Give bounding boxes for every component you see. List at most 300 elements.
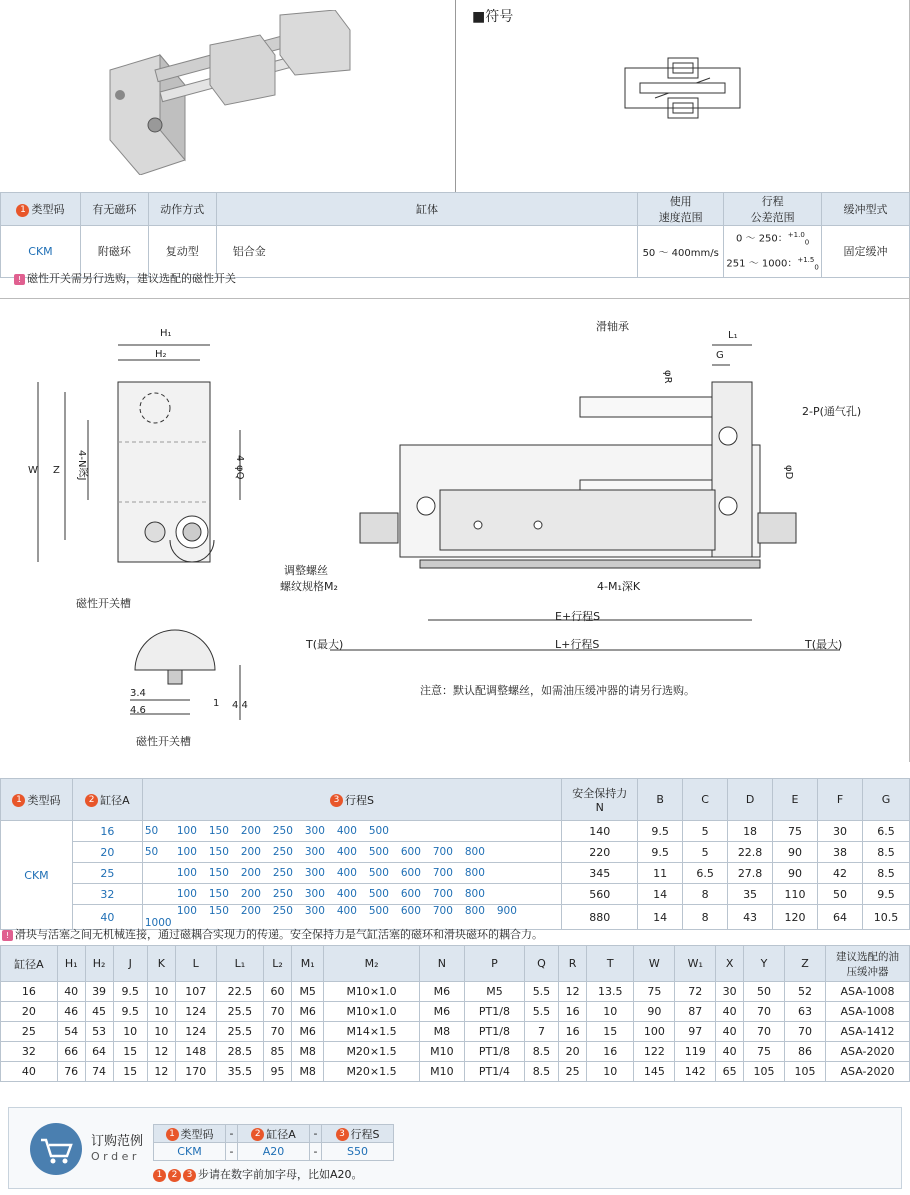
cell: 75 — [744, 1042, 785, 1062]
header-cell: X — [716, 946, 744, 982]
cell: M8 — [419, 1022, 465, 1042]
cell: 70 — [264, 1002, 292, 1022]
cell: 50 — [744, 982, 785, 1002]
cell: 14 — [638, 905, 683, 930]
cell: 27.8 — [728, 863, 773, 884]
stroke-table — [0, 778, 910, 930]
cell: 16 — [559, 1022, 587, 1042]
dim-z: Z — [53, 465, 60, 476]
cell: 170 — [175, 1062, 216, 1082]
stroke-value: 250 — [272, 888, 293, 900]
cell: 8 — [683, 905, 728, 930]
stroke-value: 600 — [400, 846, 421, 858]
cell: M5 — [465, 982, 525, 1002]
cell-bore: 25 — [72, 863, 142, 884]
cell-bore: 20 — [72, 842, 142, 863]
cell: 74 — [85, 1062, 113, 1082]
cell: 105 — [744, 1062, 785, 1082]
header-cell: 安全保持力 N — [562, 779, 638, 821]
cell: 9.5 — [113, 1002, 147, 1022]
stroke-value: 150 — [208, 905, 229, 917]
stroke-value: 700 — [432, 846, 453, 858]
cell: 70 — [744, 1022, 785, 1042]
cell: ASA-2020 — [826, 1042, 910, 1062]
stroke-value: 500 — [368, 867, 389, 879]
stroke-value: 50 — [144, 846, 159, 858]
header-cell: F — [818, 779, 863, 821]
header-cell: 行程 公差范围 — [724, 193, 822, 226]
cell-bore: 16 — [72, 821, 142, 842]
cell: M20×1.5 — [324, 1042, 419, 1062]
cell: ASA-1412 — [826, 1022, 910, 1042]
dim-l1: L₁ — [728, 330, 738, 341]
cell: 119 — [675, 1042, 716, 1062]
divider — [455, 0, 456, 192]
spec-table — [0, 192, 910, 278]
cell: 220 — [562, 842, 638, 863]
stroke-value: 800 — [464, 846, 485, 858]
stroke-value: 1000 — [144, 917, 172, 929]
cell-bore: 32 — [72, 884, 142, 905]
cell-bore: 40 — [72, 905, 142, 930]
stroke-value: 900 — [496, 905, 517, 917]
stroke-value: 700 — [432, 905, 453, 917]
cell: M14×1.5 — [324, 1022, 419, 1042]
cell: 100 — [634, 1022, 675, 1042]
header-cell: 1 类型码 — [1, 779, 73, 821]
stroke-value: 200 — [240, 867, 261, 879]
cell: PT1/4 — [465, 1062, 525, 1082]
cell: 20 — [559, 1042, 587, 1062]
cell-tolerance: 0 ～ 250：$^{+1.0}_0$ 251 ～ 1000：$^{+1.5}_0$ — [724, 226, 822, 278]
cell: 70 — [264, 1022, 292, 1042]
dim-d: φD — [783, 465, 794, 480]
stroke-value: 500 — [368, 846, 389, 858]
header-cell: H₁ — [57, 946, 85, 982]
cell: 140 — [562, 821, 638, 842]
header-cell: J — [113, 946, 147, 982]
table-row — [1, 821, 910, 842]
cell: 38 — [818, 842, 863, 863]
dim-h1: H₁ — [160, 328, 172, 339]
cell: 32 — [1, 1042, 58, 1062]
cell: M10×1.0 — [324, 982, 419, 1002]
cell: M10 — [419, 1042, 465, 1062]
cell: 25.5 — [216, 1002, 263, 1022]
cell: M6 — [419, 982, 465, 1002]
header-cell: B — [638, 779, 683, 821]
cell: 5 — [683, 842, 728, 863]
stroke-value: 400 — [336, 888, 357, 900]
cell: 105 — [784, 1062, 825, 1082]
cell: PT1/8 — [465, 1022, 525, 1042]
cell: 110 — [773, 884, 818, 905]
header-cell: 动作方式 — [148, 193, 216, 226]
stroke-value: 150 — [208, 846, 229, 858]
order-sub: O r d e r — [91, 1150, 137, 1163]
cell: PT1/8 — [465, 1042, 525, 1062]
header-cell: 有无磁环 — [80, 193, 148, 226]
dim-es: E+行程S — [555, 610, 601, 623]
cell: 16 — [559, 1002, 587, 1022]
cell: 64 — [85, 1042, 113, 1062]
order-h: 3 行程S — [322, 1125, 394, 1143]
stroke-value: 100 — [176, 888, 197, 900]
header-cell: D — [728, 779, 773, 821]
cell: 120 — [773, 905, 818, 930]
stroke-value: 600 — [400, 867, 421, 879]
cell: 87 — [675, 1002, 716, 1022]
pneumatic-symbol — [620, 55, 745, 125]
stroke-value: 800 — [464, 867, 485, 879]
cell: 复动型 — [148, 226, 216, 278]
table-row — [1, 863, 910, 884]
cell: 30 — [716, 982, 744, 1002]
cell: 18 — [728, 821, 773, 842]
cell: 9.5 — [113, 982, 147, 1002]
table-row — [1, 842, 910, 863]
cell: M6 — [291, 1022, 324, 1042]
cell: 10 — [587, 1002, 634, 1022]
cell: 54 — [57, 1022, 85, 1042]
header-cell: 使用 速度范围 — [638, 193, 724, 226]
stroke-value: 300 — [304, 905, 325, 917]
stroke-value: 400 — [336, 825, 357, 837]
header-cell: M₂ — [324, 946, 419, 982]
cell: 39 — [85, 982, 113, 1002]
stroke-value: 250 — [272, 846, 293, 858]
cell: 43 — [728, 905, 773, 930]
header-cell: N — [419, 946, 465, 982]
side-view-drawing — [20, 320, 280, 750]
order-example — [8, 1107, 902, 1189]
stroke-value: 150 — [208, 825, 229, 837]
label-bearing: 滑轴承 — [596, 320, 629, 333]
stroke-value: 200 — [240, 825, 261, 837]
stroke-value: 300 — [304, 846, 325, 858]
cell: 52 — [784, 982, 825, 1002]
note-2: ! 滑块与活塞之间无机械连接，通过磁耦合实现力的传递。安全保持力是气缸活塞的磁环和滑块磁环的耦合力。 — [2, 926, 543, 942]
cell: 11 — [638, 863, 683, 884]
cell: 46 — [57, 1002, 85, 1022]
header-cell: K — [147, 946, 175, 982]
header-cell: 2 缸径A — [72, 779, 142, 821]
cell: 5.5 — [524, 982, 558, 1002]
stroke-value: 500 — [368, 905, 389, 917]
cell-type: CKM — [1, 821, 73, 930]
dim-g: G — [716, 350, 724, 361]
stroke-value: 600 — [400, 905, 421, 917]
stroke-value: 250 — [272, 825, 293, 837]
note-1: ! 磁性开关需另行选购，建议选配的磁性开关 — [14, 270, 236, 286]
cell: 64 — [818, 905, 863, 930]
dim-1: 1 — [213, 698, 220, 709]
order-note: 1 2 3 步请在数字前加字母，比如A20。 — [153, 1166, 363, 1182]
header-cell: M₁ — [291, 946, 324, 982]
cell: 345 — [562, 863, 638, 884]
cell: 25.5 — [216, 1022, 263, 1042]
stroke-value: 200 — [240, 905, 261, 917]
cell: 8.5 — [524, 1042, 558, 1062]
cell: 25 — [1, 1022, 58, 1042]
cell: 8 — [683, 884, 728, 905]
stroke-value: 300 — [304, 888, 325, 900]
header-cell: C — [683, 779, 728, 821]
stroke-value: 200 — [240, 888, 261, 900]
stroke-value: 100 — [176, 846, 197, 858]
dim-t-right: T(最大) — [805, 638, 843, 651]
stroke-value: 300 — [304, 825, 325, 837]
cell: M10 — [419, 1062, 465, 1082]
cell: 75 — [773, 821, 818, 842]
cell: 40 — [716, 1002, 744, 1022]
cell: 附磁环 — [80, 226, 148, 278]
dim-3-4: 3.4 — [130, 688, 146, 699]
header-cell: Y — [744, 946, 785, 982]
cell-strokes — [142, 821, 561, 842]
order-h: 1 类型码 — [154, 1125, 226, 1143]
stroke-value: 100 — [176, 905, 197, 917]
header-cell: 3 行程S — [142, 779, 561, 821]
cell: 53 — [85, 1022, 113, 1042]
cell: 10 — [587, 1062, 634, 1082]
cell: 40 — [716, 1022, 744, 1042]
stroke-value: 800 — [464, 888, 485, 900]
cell: ASA-1008 — [826, 982, 910, 1002]
cell: 65 — [716, 1062, 744, 1082]
cell: 50 ～ 400mm/s — [638, 226, 724, 278]
cell: 30 — [818, 821, 863, 842]
stroke-value: 600 — [400, 888, 421, 900]
cell: 95 — [264, 1062, 292, 1082]
table-row — [1, 1002, 910, 1022]
stroke-value: 200 — [240, 846, 261, 858]
stroke-value: 250 — [272, 867, 293, 879]
cell: M20×1.5 — [324, 1062, 419, 1082]
cell: 15 — [113, 1042, 147, 1062]
cell: 75 — [634, 982, 675, 1002]
cell: 90 — [634, 1002, 675, 1022]
cell-strokes — [142, 863, 561, 884]
header-cell: E — [773, 779, 818, 821]
stroke-value: 400 — [336, 867, 357, 879]
cell-strokes — [142, 884, 561, 905]
stroke-value: 250 — [272, 905, 293, 917]
cell: 148 — [175, 1042, 216, 1062]
order-h: - — [226, 1125, 238, 1143]
table-row — [1, 1062, 910, 1082]
header-cell: 缓冲型式 — [822, 193, 910, 226]
cell: 10.5 — [862, 905, 909, 930]
order-v: S50 — [322, 1143, 394, 1161]
label-screw: 调整螺丝 — [284, 564, 328, 577]
dim-t-left: T(最大) — [306, 638, 344, 651]
cell: 142 — [675, 1062, 716, 1082]
header-cell: Z — [784, 946, 825, 982]
cell: 6.5 — [862, 821, 909, 842]
cell: 76 — [57, 1062, 85, 1082]
cell: 85 — [264, 1042, 292, 1062]
divider — [0, 298, 910, 299]
cell: 16 — [1, 982, 58, 1002]
cell: 880 — [562, 905, 638, 930]
cell: 8.5 — [862, 842, 909, 863]
cell: 8.5 — [524, 1062, 558, 1082]
dim-ls: L+行程S — [555, 638, 600, 651]
cell: 560 — [562, 884, 638, 905]
cell: 124 — [175, 1002, 216, 1022]
label-slot-2: 磁性开关槽 — [136, 735, 191, 748]
dim-q: 4-φQ — [234, 455, 245, 480]
table-row — [1, 884, 910, 905]
cell: 10 — [147, 1002, 175, 1022]
stroke-value: 150 — [208, 867, 229, 879]
cell: 35.5 — [216, 1062, 263, 1082]
dim-w: W — [28, 465, 38, 476]
dim-r: φR — [662, 370, 673, 384]
cell: 10 — [113, 1022, 147, 1042]
stroke-value: 100 — [176, 867, 197, 879]
header-cell: 缸体 — [216, 193, 637, 226]
cell: 12 — [147, 1062, 175, 1082]
cell: 28.5 — [216, 1042, 263, 1062]
cell: 8.5 — [862, 863, 909, 884]
cell: 9.5 — [638, 842, 683, 863]
cell: 9.5 — [638, 821, 683, 842]
order-table — [153, 1124, 394, 1161]
stroke-value: 50 — [144, 825, 159, 837]
cell: ASA-1008 — [826, 1002, 910, 1022]
label-mk: 4-M₁深K — [597, 580, 641, 593]
cell: 40 — [1, 1062, 58, 1082]
stroke-value: 800 — [464, 905, 485, 917]
dim-4-6: 4.6 — [130, 705, 146, 716]
stroke-value: 300 — [304, 867, 325, 879]
cell: 145 — [634, 1062, 675, 1082]
cell: 90 — [773, 842, 818, 863]
order-v: A20 — [238, 1143, 310, 1161]
header-cell: 1 类型码 — [1, 193, 81, 226]
cell: 5.5 — [524, 1002, 558, 1022]
stroke-value: 700 — [432, 867, 453, 879]
order-v: - — [226, 1143, 238, 1161]
cell: 42 — [818, 863, 863, 884]
cell: 7 — [524, 1022, 558, 1042]
cell: 72 — [675, 982, 716, 1002]
cell: 40 — [57, 982, 85, 1002]
label-thread: 螺纹规格M₂ — [280, 580, 338, 593]
order-title: 订购范例 — [91, 1134, 144, 1149]
cell: 12 — [559, 982, 587, 1002]
label-vent: 2-P(通气孔) — [802, 405, 862, 418]
cell-strokes — [142, 842, 561, 863]
label-slot: 磁性开关槽 — [76, 597, 131, 610]
cell: 6.5 — [683, 863, 728, 884]
cell: 97 — [675, 1022, 716, 1042]
cell: 固定缓冲 — [822, 226, 910, 278]
cell: 70 — [784, 1022, 825, 1042]
stroke-value: 500 — [368, 888, 389, 900]
cell: 25 — [559, 1062, 587, 1082]
cell: 15 — [113, 1062, 147, 1082]
dim-nj: 4-N深J — [76, 450, 87, 481]
table-row — [1, 982, 910, 1002]
header-cell: R — [559, 946, 587, 982]
header-cell: P — [465, 946, 525, 982]
stroke-value: 100 — [176, 825, 197, 837]
cell: 66 — [57, 1042, 85, 1062]
cell-type: CKM — [1, 226, 81, 278]
cell: 40 — [716, 1042, 744, 1062]
cell: 10 — [147, 1022, 175, 1042]
cell: 60 — [264, 982, 292, 1002]
table-row — [1, 1022, 910, 1042]
cell: ASA-2020 — [826, 1062, 910, 1082]
order-h: - — [310, 1125, 322, 1143]
order-v: - — [310, 1143, 322, 1161]
stroke-value: 150 — [208, 888, 229, 900]
cell: 122 — [634, 1042, 675, 1062]
cell: 50 — [818, 884, 863, 905]
cell: 107 — [175, 982, 216, 1002]
header-cell: 缸径A — [1, 946, 58, 982]
cart-icon — [29, 1122, 83, 1176]
cell: 15 — [587, 1022, 634, 1042]
cell: 16 — [587, 1042, 634, 1062]
cell: PT1/8 — [465, 1002, 525, 1022]
cell: 22.5 — [216, 982, 263, 1002]
header-cell: L₂ — [264, 946, 292, 982]
product-image — [100, 10, 360, 175]
cell: 22.8 — [728, 842, 773, 863]
cell: 35 — [728, 884, 773, 905]
dim-4-4: 4.4 — [232, 700, 248, 711]
cell: M8 — [291, 1042, 324, 1062]
cell: 13.5 — [587, 982, 634, 1002]
header-cell: L₁ — [216, 946, 263, 982]
cell: 5 — [683, 821, 728, 842]
cell: 63 — [784, 1002, 825, 1022]
cell: M6 — [419, 1002, 465, 1022]
cell: M10×1.0 — [324, 1002, 419, 1022]
header-cell: L — [175, 946, 216, 982]
header-cell: G — [862, 779, 909, 821]
stroke-value: 400 — [336, 846, 357, 858]
symbol-title: ■符号 — [472, 9, 514, 25]
cell: 124 — [175, 1022, 216, 1042]
cell: 14 — [638, 884, 683, 905]
cell: M5 — [291, 982, 324, 1002]
cell: 20 — [1, 1002, 58, 1022]
cell: 铝合金 — [216, 226, 637, 278]
header-cell: W — [634, 946, 675, 982]
header-cell: 建议选配的油 压缓冲器 — [826, 946, 910, 982]
stroke-value: 700 — [432, 888, 453, 900]
cell: M8 — [291, 1062, 324, 1082]
dimension-table — [0, 945, 910, 1082]
stroke-value: 400 — [336, 905, 357, 917]
order-h: 2 缸径A — [238, 1125, 310, 1143]
cell: 12 — [147, 1042, 175, 1062]
cell: 70 — [744, 1002, 785, 1022]
header-cell: T — [587, 946, 634, 982]
cell: 9.5 — [862, 884, 909, 905]
cell: 45 — [85, 1002, 113, 1022]
cell: 90 — [773, 863, 818, 884]
cell: 10 — [147, 982, 175, 1002]
header-cell: W₁ — [675, 946, 716, 982]
dim-h2: H₂ — [155, 349, 167, 360]
